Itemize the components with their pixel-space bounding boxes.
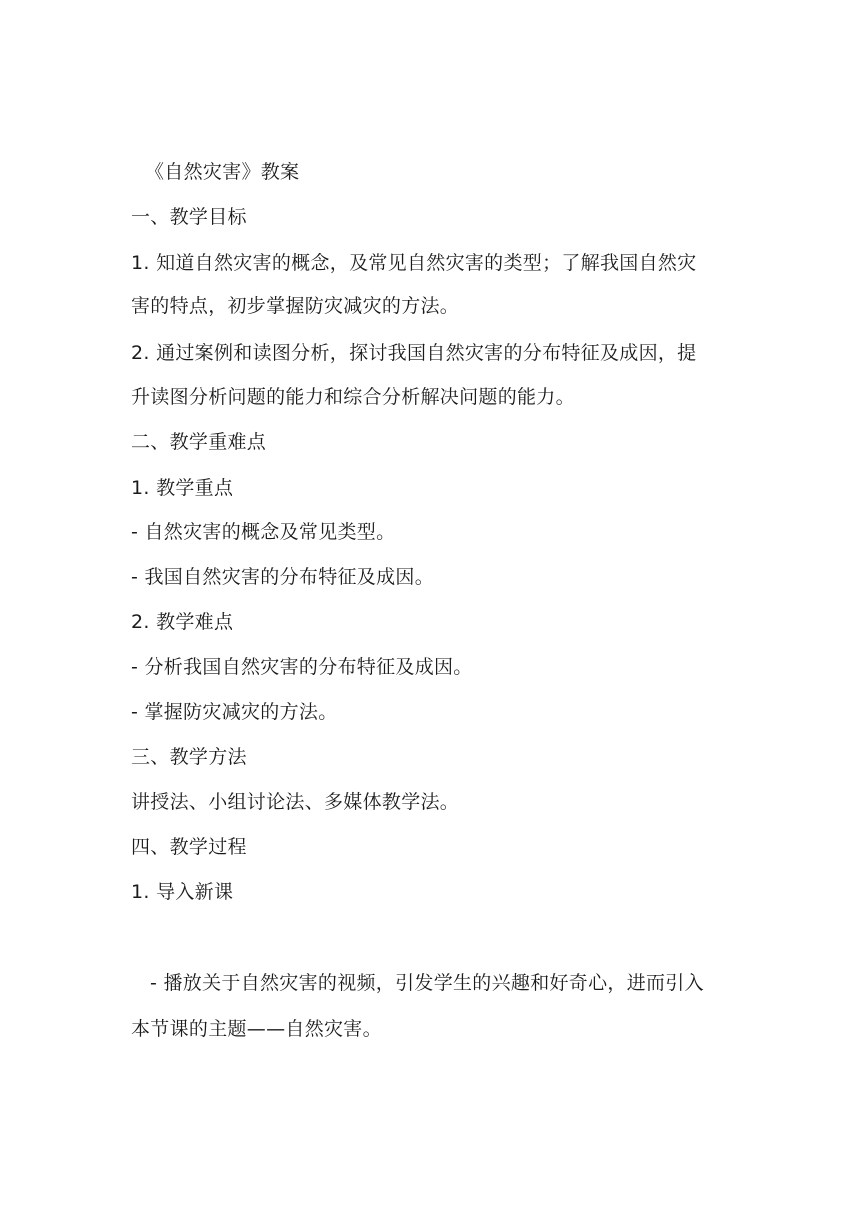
difficult-points-heading: 2. 教学难点 [131,611,234,633]
step-1-heading: 1. 导入新课 [131,881,234,903]
goal-1-line-2: 害的特点，初步掌握防灾减灾的方法。 [131,295,460,317]
difficult-point-2: - 掌握防灾减灾的方法。 [131,701,338,723]
section-heading-teaching-goals: 一、教学目标 [131,206,247,228]
goal-2-line-1: 2. 通过案例和读图分析，探讨我国自然灾害的分布特征及成因，提 [131,342,697,364]
section-heading-teaching-process: 四、教学过程 [131,836,247,858]
goal-2-line-2: 升读图分析问题的能力和综合分析解决问题的能力。 [131,386,575,408]
key-points-heading: 1. 教学重点 [131,477,234,499]
teaching-methods-text: 讲授法、小组讨论法、多媒体教学法。 [131,791,460,813]
key-point-2: - 我国自然灾害的分布特征及成因。 [131,566,434,588]
step-1-detail-line-1: - 播放关于自然灾害的视频，引发学生的兴趣和好奇心，进而引入 [150,972,704,994]
key-point-1: - 自然灾害的概念及常见类型。 [131,521,396,543]
section-heading-teaching-methods: 三、教学方法 [131,746,247,768]
difficult-point-1: - 分析我国自然灾害的分布特征及成因。 [131,656,473,678]
document-title: 《自然灾害》教案 [145,161,300,183]
goal-1-line-1: 1. 知道自然灾害的概念，及常见自然灾害的类型；了解我国自然灾 [131,252,697,274]
step-1-detail-line-2: 本节课的主题——自然灾害。 [131,1018,382,1040]
section-heading-key-difficult-points: 二、教学重难点 [131,431,267,453]
